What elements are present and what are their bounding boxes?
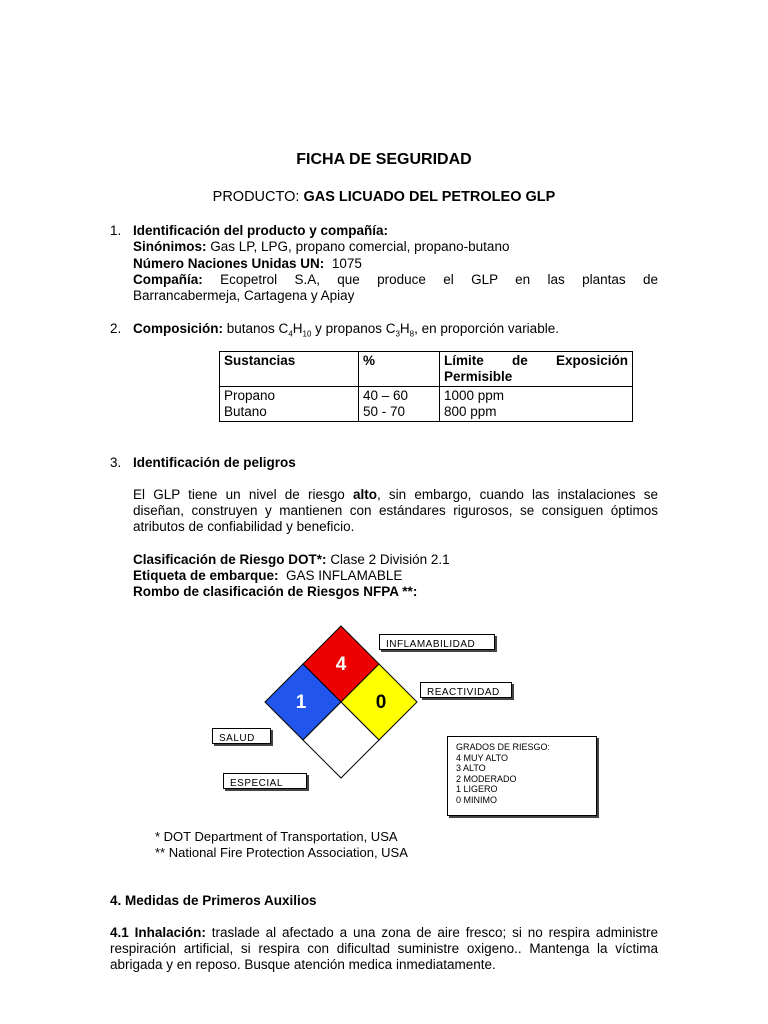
footnote-nfpa: ** National Fire Protection Association, USA [155,845,408,860]
synonyms-value: Gas LP, LPG, propano comercial, propano-butano [210,239,510,254]
header-limit [440,352,633,387]
inhalation-line3: abrigada y en reposo. Busque atención medica inmediatamente. [110,957,496,972]
ship-value: GAS INFLAMABLE [286,568,403,583]
dot-row [133,552,450,568]
nfpa-heading: Rombo de clasificación de Riesgos NFPA **: [133,584,418,599]
label-special: ESPECIAL [223,773,307,789]
cell-pcts [359,387,440,422]
label-reactivity: REACTIVIDAD [420,682,512,698]
company-label: Compañía: [133,272,203,287]
ship-row [133,568,402,584]
section1-number: 1. [110,223,122,238]
hazard-text-bold: alto [352,487,377,502]
company-row [133,272,658,288]
section2-number: 2. [110,321,122,336]
dot-label: Clasificación de Riesgo DOT*: [133,552,327,567]
header-limit-line1: Límite de Exposición [444,353,628,368]
product-line [0,189,768,205]
row-propano-limit: 1000 ppm [444,388,505,403]
row-butano-limit: 800 ppm [444,404,497,419]
page-title: FICHA DE SEGURIDAD [296,151,472,168]
section1-heading: Identificación del producto y compañía: [133,223,389,238]
company-line1: Ecopetrol S.A, que produce el GLP en las plantas de [220,272,658,287]
composition-sub-a1: 4 [288,329,293,339]
synonyms-row [133,239,509,255]
table-header-row [220,352,633,387]
hazard-text-c: , sin embargo, cuando las instalaciones se [376,487,658,502]
un-value: 1075 [331,256,362,271]
cell-limits [440,387,633,422]
inhalation-line1 [110,925,658,941]
un-row [133,256,362,272]
inhalation-text1: traslade al afectado a una zona de aire fresco; si no respira administre [211,925,658,940]
inhalation-label: 4.1 Inhalación: [110,925,206,940]
nfpa-health-value: 1 [295,692,307,713]
label-health: SALUD [212,728,271,744]
composition-sub-a2: 10 [302,329,312,339]
hazard-text-a: El GLP tiene un nivel de riesgo [133,487,353,502]
grade-item: 4 MUY ALTO [456,752,509,763]
composition-text-a: butanos C [226,321,289,336]
company-line2: Barrancabermeja, Cartagena y Apiay [133,288,355,303]
composition-text-c: y propanos C [311,321,396,336]
composition-text-e: , en proporción variable. [414,321,559,336]
grades-title: GRADOS DE RIESGO: [456,742,551,752]
section3-heading: Identificación de peligros [133,455,296,470]
nfpa-flammability-value: 4 [335,654,347,675]
footnote-dot: * DOT Department of Transportation, USA [155,829,398,844]
row-propano-pct: 40 – 60 [363,388,409,403]
grade-item: 0 MINIMO [456,794,498,805]
nfpa-reactivity-value: 0 [375,692,387,713]
inhalation-line2: respiración artificial, si respira con dificultad suministre oxigeno.. Mantenga la víctima [110,941,658,956]
row-propano-name: Propano [224,388,276,403]
composition-sub-b2: 8 [409,329,415,339]
section4-heading: 4. Medidas de Primeros Auxilios [110,893,317,908]
product-name: GAS LICUADO DEL PETROLEO GLP [303,189,556,205]
risk-grades-box [447,736,597,816]
label-flammability: INFLAMABILIDAD [379,634,495,650]
hazard-para-line1 [133,487,658,503]
composition-text-d: H [399,321,410,336]
composition-sub-b1: 3 [395,329,400,339]
hazard-para-line3: atributos de confiabilidad y beneficio. [133,519,355,534]
composition-label: Composición: [133,321,223,336]
grade-item: 1 LIGERO [456,784,498,794]
synonyms-label: Sinónimos: [133,239,207,254]
hazard-para-line2: diseñan, construyen y mantienen con estándares rigurosos, se consiguen óptimos [133,503,658,518]
grade-item: 2 MODERADO [456,773,517,784]
header-limit-line2: Permisible [444,369,513,384]
cell-names [220,387,359,422]
header-percent: % [359,352,440,387]
grade-item: 3 ALTO [456,763,486,773]
header-substances: Sustancias [220,352,359,387]
row-butano-pct: 50 - 70 [363,404,406,419]
row-butano-name: Butano [224,404,267,419]
product-label: PRODUCTO: [212,189,300,205]
ship-label: Etiqueta de embarque: [133,568,279,583]
un-label: Número Naciones Unidas UN: [133,256,325,271]
composition-text-b: H [292,321,303,336]
section3-number: 3. [110,455,122,470]
composition-row [133,321,559,343]
substances-table [219,351,633,422]
table-row [220,387,633,422]
dot-value: Clase 2 División 2.1 [330,552,450,567]
